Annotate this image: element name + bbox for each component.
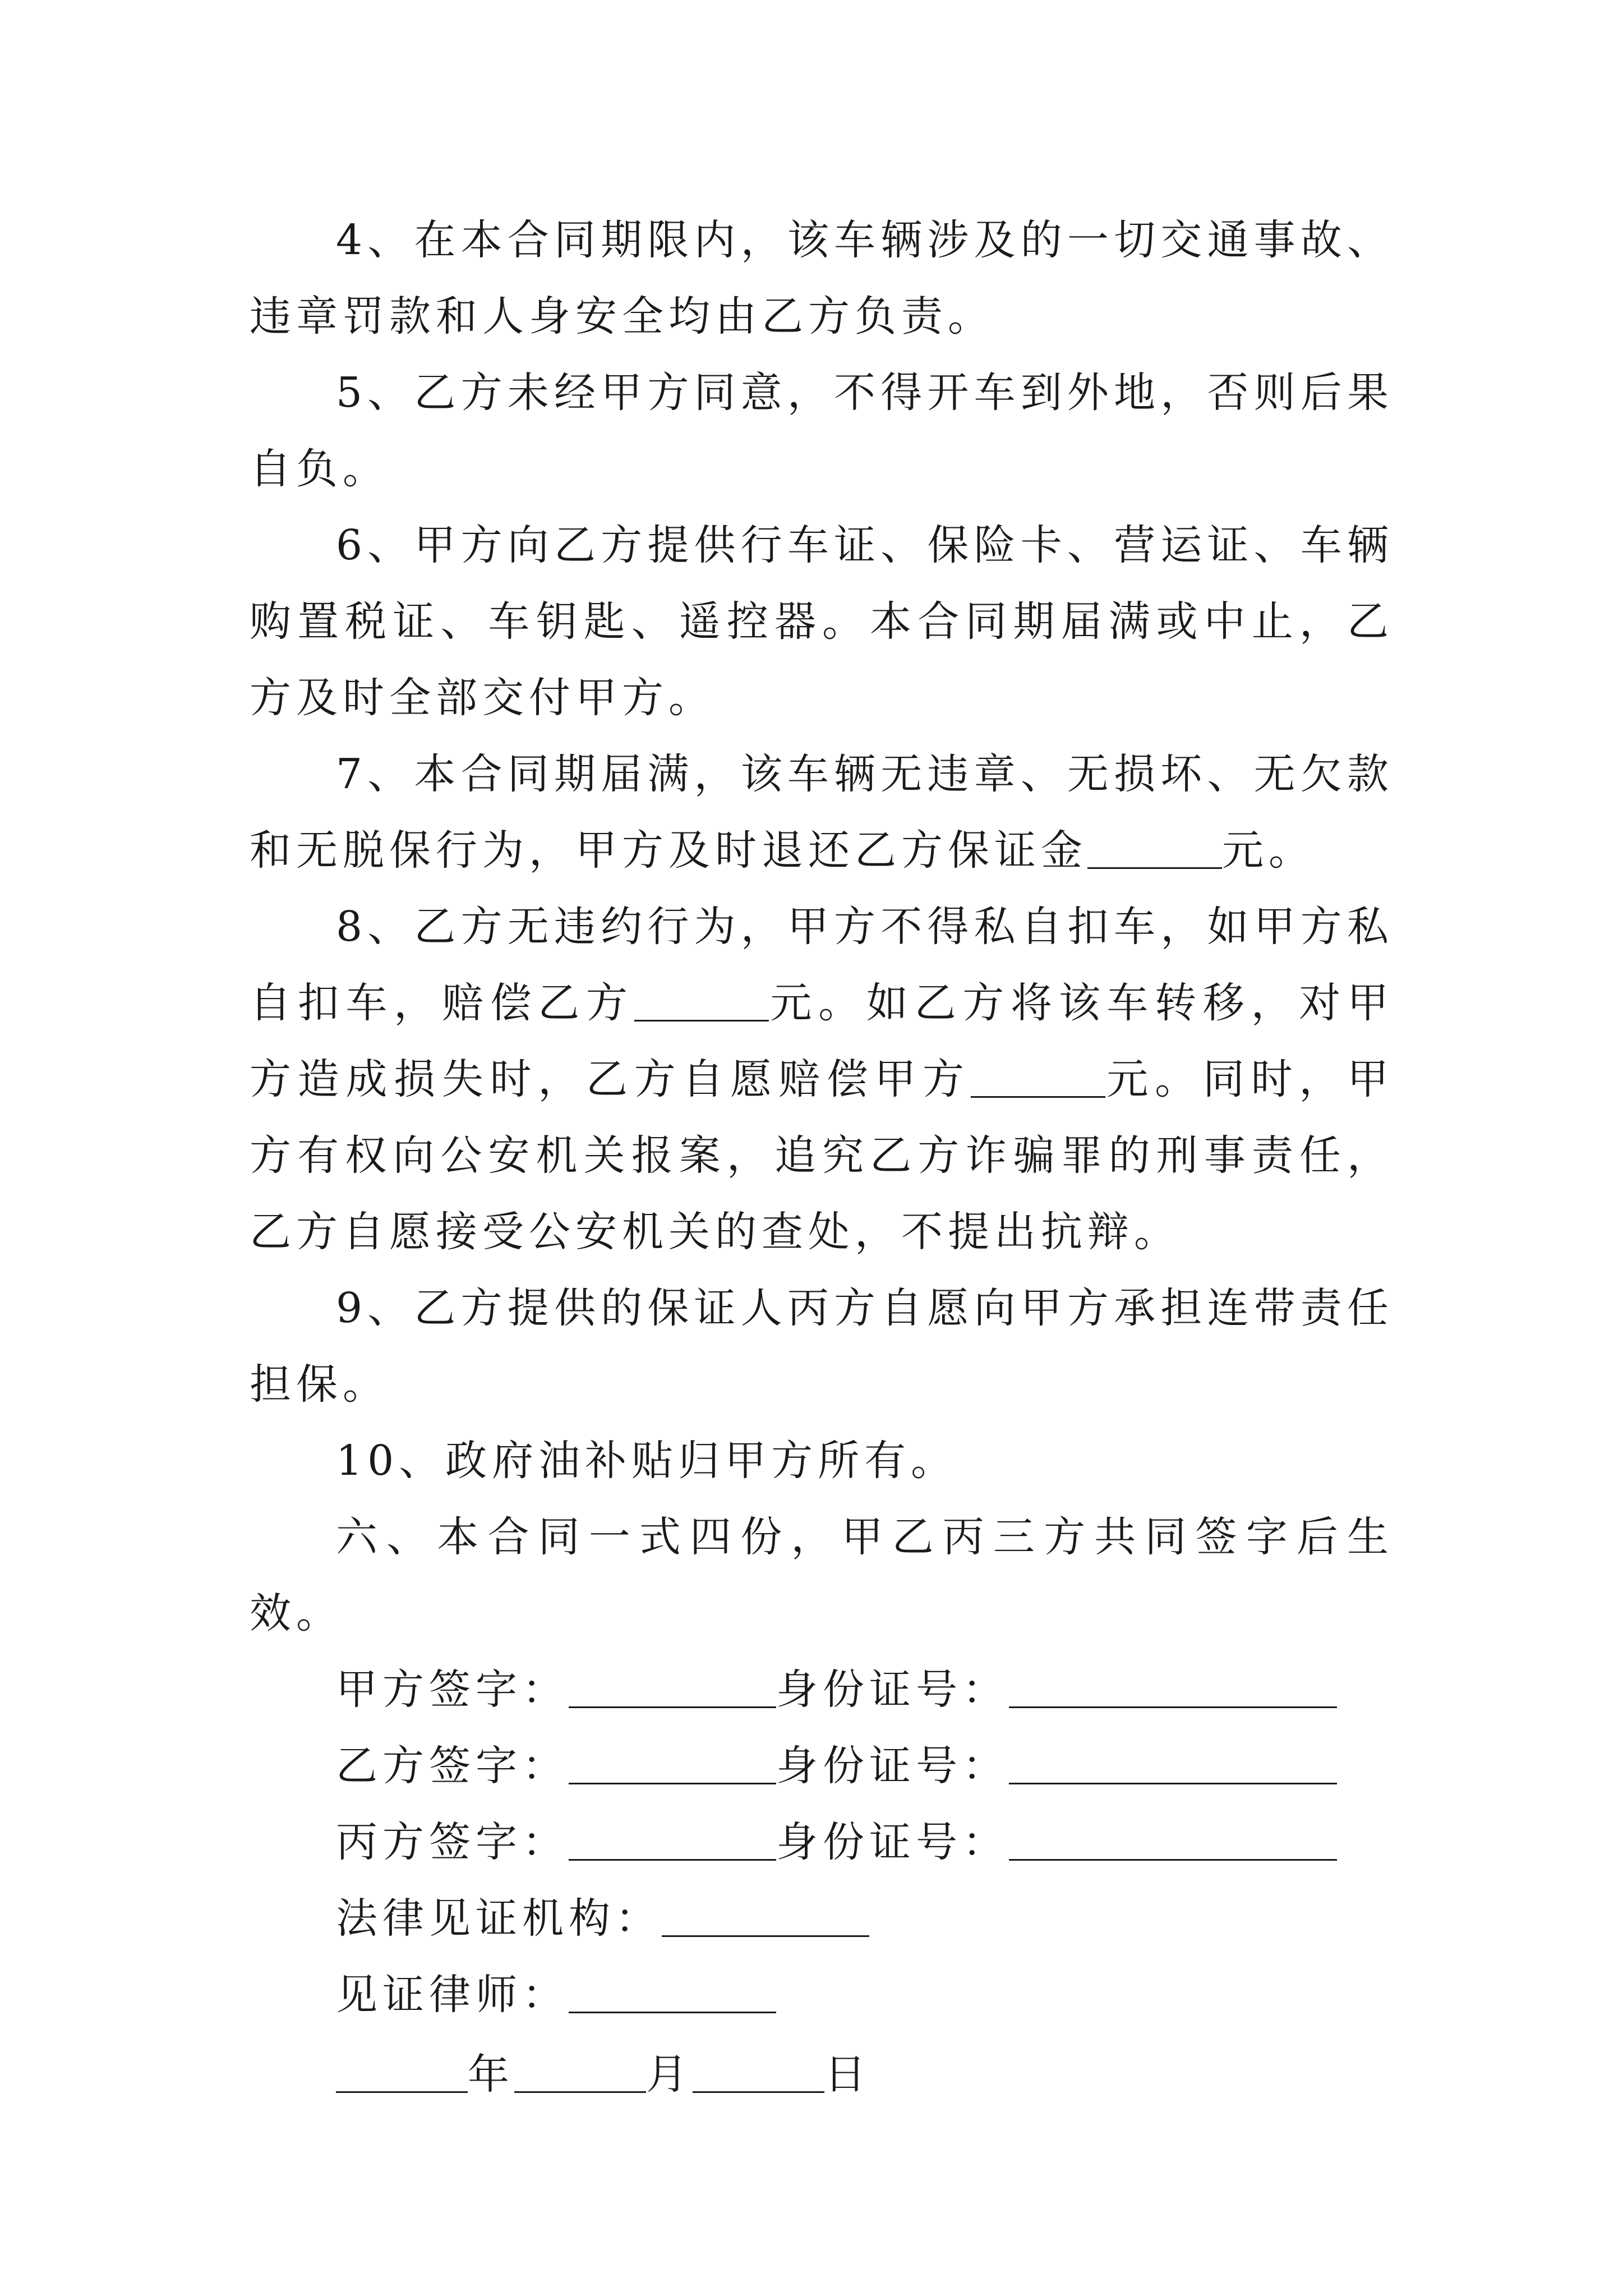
notary-org-blank[interactable]	[662, 1894, 869, 1937]
party-c-label: 丙方签字：	[336, 1818, 569, 1866]
party-c-id-blank[interactable]	[1009, 1818, 1337, 1861]
month-label: 月	[646, 2050, 693, 2099]
clause-7-unit: 元。	[1222, 826, 1315, 875]
clause-8-part1: 8、乙方无违约行为，甲方不得私自扣车，如甲方私自扣车，赔偿乙方	[250, 903, 1394, 1027]
clause-7-text: 7、本合同期届满，该车辆无违章、无损坏、无欠款和无脱保行为，甲方及时退还乙方保证金	[250, 750, 1394, 875]
day-label: 日	[824, 2050, 871, 2099]
notary-org-row	[250, 1880, 1394, 1957]
clause-6: 6、甲方向乙方提供行车证、保险卡、营运证、车辆购置税证、车钥匙、遥控器。本合同期届满或中止，乙方及时全部交付甲方。	[250, 521, 1394, 722]
day-blank[interactable]	[693, 2050, 824, 2093]
party-a-signature-row	[250, 1651, 1394, 1728]
clause-4: 4、在本合同期限内，该车辆涉及的一切交通事故、违章罚款和人身安全均由乙方负责。	[250, 216, 1394, 341]
party-b-signature-row	[250, 1728, 1394, 1804]
clause-5: 5、乙方未经甲方同意，不得开车到外地，否则后果自负。	[250, 369, 1394, 493]
party-c-signature-row	[250, 1804, 1394, 1880]
party-b-signature-blank[interactable]	[569, 1741, 776, 1784]
party-a-label: 甲方签字：	[336, 1665, 569, 1714]
year-label: 年	[468, 2050, 514, 2099]
party-a-id-label: 身份证号：	[776, 1665, 1009, 1714]
deposit-amount-blank[interactable]	[1087, 826, 1222, 869]
compensation-b-blank[interactable]	[634, 978, 769, 1022]
clause-9: 9、乙方提供的保证人丙方自愿向甲方承担连带责任担保。	[250, 1284, 1394, 1409]
compensation-a-blank[interactable]	[971, 1055, 1105, 1098]
clause-8-part2: 元。如乙方将该车转移，对甲方造成损失时，乙方自愿赔偿甲方	[250, 979, 1394, 1103]
party-b-id-blank[interactable]	[1009, 1741, 1337, 1784]
lawyer-blank[interactable]	[569, 1970, 776, 2013]
clause-7	[250, 736, 1394, 889]
article-6: 六、本合同一式四份，甲乙丙三方共同签字后生效。	[250, 1513, 1394, 1637]
clause-8	[250, 889, 1394, 1270]
notary-org-label: 法律见证机构：	[336, 1894, 662, 1943]
party-c-id-label: 身份证号：	[776, 1818, 1009, 1866]
party-b-id-label: 身份证号：	[776, 1742, 1009, 1790]
date-row	[250, 2036, 1394, 2113]
party-b-label: 乙方签字：	[336, 1742, 569, 1790]
contract-page	[250, 202, 1394, 2113]
party-a-id-blank[interactable]	[1009, 1665, 1337, 1708]
year-blank[interactable]	[336, 2050, 468, 2093]
lawyer-label: 见证律师：	[336, 1971, 569, 2019]
party-c-signature-blank[interactable]	[569, 1818, 776, 1861]
lawyer-row	[250, 1957, 1394, 2033]
clause-8-part3: 元。同时，甲方有权向公安机关报案，追究乙方诈骗罪的刑事责任，乙方自愿接受公安机关的查处，不提出抗辩。	[250, 1055, 1394, 1256]
clause-10: 10、政府油补贴归甲方所有。	[336, 1437, 958, 1485]
party-a-signature-blank[interactable]	[569, 1665, 776, 1708]
month-blank[interactable]	[514, 2050, 646, 2093]
